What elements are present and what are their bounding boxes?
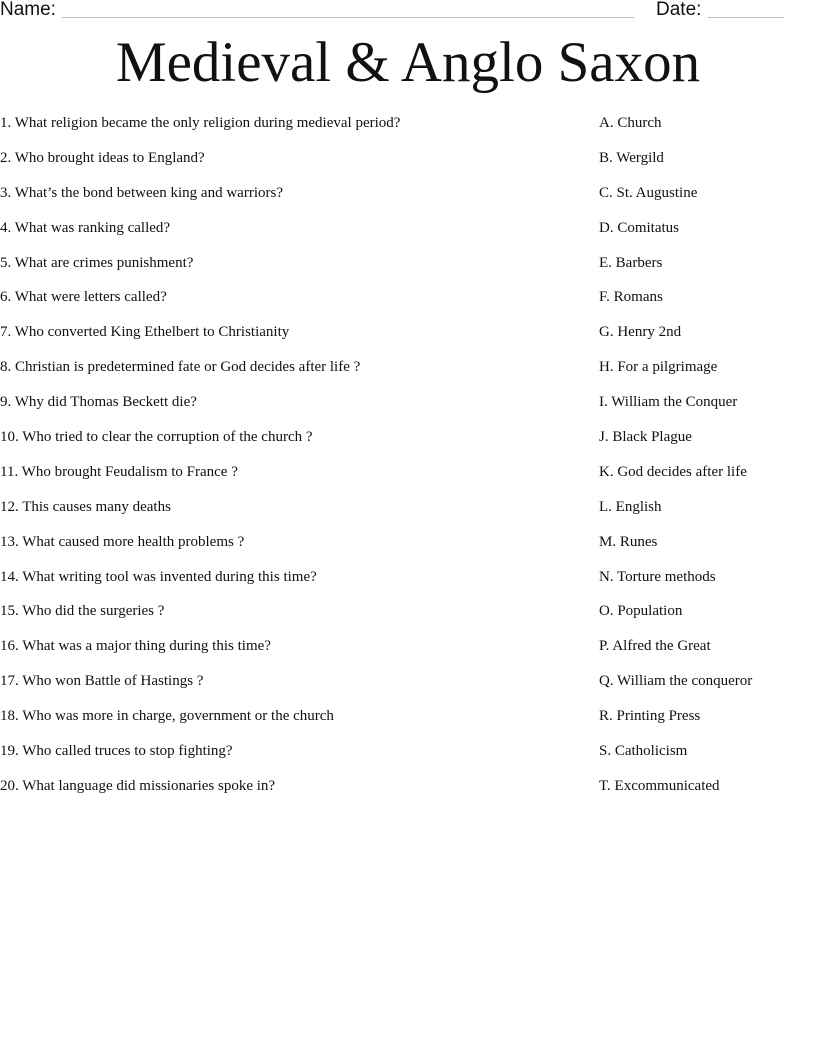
answer-item: E. Barbers — [599, 254, 663, 271]
worksheet-title: Medieval & Anglo Saxon — [115, 31, 701, 94]
question-item: 8. Christian is predetermined fate or God decides after life ? — [0, 359, 361, 376]
name-blank-line[interactable] — [62, 17, 634, 18]
date-label: Date: — [656, 0, 702, 20]
question-list — [0, 113, 590, 811]
answer-item: N. Torture methods — [599, 568, 716, 585]
question-item: 7. Who converted King Ethelbert to Christianity — [0, 324, 290, 341]
question-item: 17. Who won Battle of Hastings ? — [0, 673, 204, 690]
answer-item: M. Runes — [599, 533, 658, 550]
question-item: 18. Who was more in charge, government or the church — [0, 708, 334, 725]
answer-item: J. Black Plague — [599, 429, 692, 446]
question-item: 14. What writing tool was invented during this time? — [0, 568, 317, 585]
question-item: 11. Who brought Feudalism to France ? — [0, 463, 238, 480]
answer-list — [599, 113, 809, 811]
question-item: 4. What was ranking called? — [0, 219, 171, 236]
answer-item: G. Henry 2nd — [599, 324, 682, 341]
answer-item: O. Population — [599, 603, 683, 620]
question-item: 20. What language did missionaries spoke in? — [0, 777, 276, 794]
answer-item: F. Romans — [599, 289, 663, 306]
answer-item: D. Comitatus — [599, 219, 680, 236]
question-item: 3. What’s the bond between king and warriors? — [0, 184, 283, 201]
question-item: 10. Who tried to clear the corruption of the church ? — [0, 429, 313, 446]
answer-item: B. Wergild — [599, 149, 664, 166]
question-item: 9. Why did Thomas Beckett die? — [0, 394, 197, 411]
answer-item: L. English — [599, 498, 662, 515]
answer-item: I. William the Conquer — [599, 394, 738, 411]
question-item: 15. Who did the surgeries ? — [0, 603, 165, 620]
question-item: 6. What were letters called? — [0, 289, 167, 306]
header-row — [0, 0, 816, 24]
question-item: 12. This causes many deaths — [0, 498, 171, 515]
answer-item: A. Church — [599, 115, 662, 131]
question-item: 16. What was a major thing during this time? — [0, 638, 271, 655]
name-label: Name: — [0, 0, 56, 20]
question-item: 1. What religion became the only religion during medieval period? — [0, 115, 401, 131]
answer-item: P. Alfred the Great — [599, 638, 711, 655]
question-item: 19. Who called truces to stop fighting? — [0, 743, 233, 760]
answer-item: R. Printing Press — [599, 708, 701, 725]
answer-item: T. Excommunicated — [599, 777, 720, 794]
question-item: 2. Who brought ideas to England? — [0, 149, 205, 166]
answer-item: H. For a pilgrimage — [599, 359, 718, 376]
date-blank-line[interactable] — [708, 17, 784, 18]
answer-item: K. God decides after life — [599, 463, 747, 480]
question-item: 5. What are crimes punishment? — [0, 254, 194, 271]
answer-item: Q. William the conqueror — [599, 673, 753, 690]
answer-item: C. St. Augustine — [599, 184, 698, 201]
answer-item: S. Catholicism — [599, 743, 688, 760]
question-item: 13. What caused more health problems ? — [0, 533, 245, 550]
